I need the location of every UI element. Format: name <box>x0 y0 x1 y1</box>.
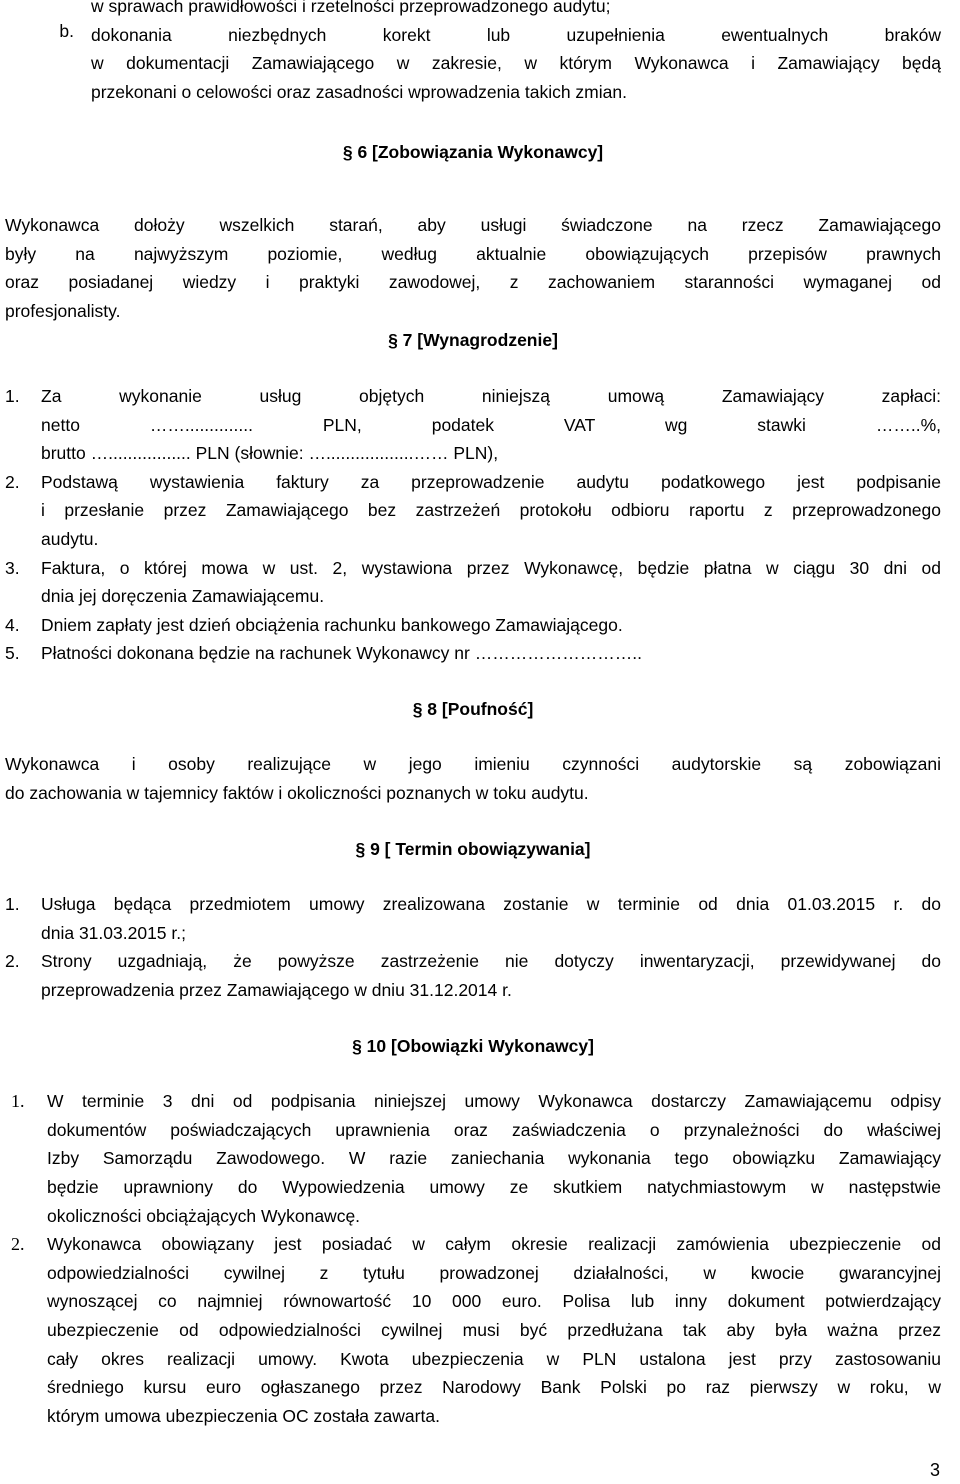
text-line: będzie uprawniony do Wypowiedzenia umowy ze skutkiem natychmiastowym w następstwie <box>47 1177 941 1197</box>
list-number <box>5 0 91 21</box>
list-text <box>91 21 941 107</box>
text-line: Podstawą wystawienia faktury za przeprowadzenie audytu podatkowego jest podpisanie <box>41 471 941 492</box>
top-list <box>5 0 941 106</box>
document-page <box>5 0 941 1430</box>
text-line: dnia jej doręczenia Zamawiającemu. <box>41 586 325 607</box>
list-number: 3. <box>5 557 20 578</box>
text-line: audytu. <box>41 528 99 549</box>
list-item <box>5 947 941 1004</box>
text-line: W terminie 3 dni od podpisania niniejszej umowy Wykonawca dostarczy Zamawiającemu odpisy <box>47 1091 941 1112</box>
list-item <box>5 611 941 640</box>
section-7-list <box>5 382 941 668</box>
list-item <box>5 382 941 468</box>
list-item <box>5 21 941 107</box>
list-item <box>5 0 941 21</box>
page-number: 3 <box>929 1460 940 1480</box>
list-text <box>91 0 941 21</box>
text-line: dokumentów poświadczających uprawnienia oraz zaświadczenia o przynależności do właściwej <box>47 1119 941 1140</box>
section-heading-6: § 6 [Zobowiązania Wykonawcy] <box>342 142 604 163</box>
list-number: 1. <box>5 894 20 915</box>
text-line: Za wykonanie usług objętych niniejszą umową Zamawiający zapłaci: <box>41 385 941 406</box>
list-number: 5. <box>5 643 20 664</box>
text-line: były na najwyższym poziomie, według aktualnie obowiązujących przepisów prawnych <box>5 243 941 264</box>
section-9-list <box>5 890 941 1004</box>
text-line: dnia 31.03.2015 r.; <box>41 922 186 943</box>
text-line: Dniem zapłaty jest dzień obciążenia rachunku bankowego Zamawiającego. <box>41 614 623 635</box>
text-line: przeprowadzenia przez Zamawiającego w dniu 31.12.2014 r. <box>41 980 512 1001</box>
list-item <box>5 890 941 947</box>
list-text <box>47 1087 941 1230</box>
text-line: Strony uzgadniają, że powyższe zastrzeżenie nie dotyczy inwentaryzacji, przewidywanej do <box>41 951 941 972</box>
list-text <box>41 890 941 947</box>
text-line: profesjonalisty. <box>5 300 121 321</box>
text-line: i przesłanie przez Zamawiającego bez zastrzeżeń protokołu odbioru raportu z przeprowadzonego <box>41 500 941 521</box>
list-item <box>5 639 941 668</box>
text-line: dokonania niezbędnych korekt lub uzupełnienia ewentualnych braków <box>91 24 941 45</box>
text-line: Wykonawca dołoży wszelkich starań, aby usługi świadczone na rzecz Zamawiającego <box>5 214 941 235</box>
text-line: przekonani o celowości oraz zasadności wprowadzenia takich zmian. <box>91 81 627 102</box>
list-item <box>5 1230 941 1430</box>
section-8-paragraph <box>5 750 941 807</box>
list-number: b. <box>59 20 74 41</box>
text-line: Wykonawca obowiązany jest posiadać w całym okresie realizacji zamówienia ubezpieczenie od <box>47 1234 941 1255</box>
text-line: odpowiedzialności cywilnej z tytułu prowadzonej działalności, w kwocie gwarancyjnej <box>47 1262 941 1283</box>
list-text <box>41 468 941 554</box>
list-item <box>5 554 941 611</box>
text-line: Faktura, o której mowa w ust. 2, wystawiona przez Wykonawcę, będzie płatna w ciągu 30 dni od <box>41 557 941 578</box>
text-line: okoliczności obciążających Wykonawcę. <box>47 1205 361 1226</box>
section-heading-7: § 7 [Wynagrodzenie] <box>388 330 558 351</box>
section-10-list <box>5 1087 941 1430</box>
text-line: średniego kursu euro ogłaszanego przez Narodowy Bank Polski po raz pierwszy w roku, w <box>47 1377 941 1398</box>
text-line: ubezpieczenie od odpowiedzialności cywilnej musi być przedłużana tak aby była ważna przez <box>47 1319 941 1340</box>
text-line: którym umowa ubezpieczenia OC została zawarta. <box>47 1405 440 1426</box>
text-line: netto …….............. PLN, podatek VAT wg stawki ……..%, <box>41 414 941 435</box>
text-line: cały okres realizacji umowy. Kwota ubezpieczenia w PLN ustalona jest przy zastosowaniu <box>47 1348 941 1369</box>
list-number: 1. <box>5 385 20 406</box>
list-number: 2. <box>11 1234 25 1255</box>
list-text <box>41 611 941 640</box>
text-line: Usługa będąca przedmiotem umowy zrealizowana zostanie w terminie od dnia 01.03.2015 r. do <box>41 894 941 915</box>
text-line: wynoszącej co najmniej równowartość 10 000 euro. Polisa lub inny dokument potwierdzający <box>47 1291 941 1312</box>
text-line: w dokumentacji Zamawiającego w zakresie, w którym Wykonawca i Zamawiający będą <box>91 53 941 74</box>
list-text <box>41 947 941 1004</box>
section-heading-9: § 9 [ Termin obowiązywania] <box>355 838 591 859</box>
list-item <box>5 468 941 554</box>
list-item <box>5 1087 941 1230</box>
list-text <box>47 1230 941 1430</box>
section-heading-10: § 10 [Obowiązki Wykonawcy] <box>352 1035 594 1056</box>
text-line: brutto …................. PLN (słownie: …..................…… PLN), <box>41 443 499 464</box>
text-line: Wykonawca i osoby realizujące w jego imieniu czynności audytorskie są zobowiązani <box>5 754 941 775</box>
list-number: 4. <box>5 614 20 635</box>
list-number: 2. <box>5 471 20 492</box>
list-number: 2. <box>5 951 20 972</box>
text-line: do zachowania w tajemnicy faktów i okoliczności poznanych w toku audytu. <box>5 783 589 804</box>
text-line: w sprawach prawidłowości i rzetelności przeprowadzonego audytu; <box>91 0 611 16</box>
section-heading-8: § 8 [Poufność] <box>412 698 534 719</box>
list-text <box>41 639 941 668</box>
text-line: Izby Samorządu Zawodowego. W razie zaniechania wykonania tego obowiązku Zamawiający <box>47 1148 941 1169</box>
list-number: 1. <box>11 1091 25 1112</box>
list-text <box>41 382 941 468</box>
text-line: oraz posiadanej wiedzy i praktyki zawodowej, z zachowaniem staranności wymaganej od <box>5 272 941 293</box>
text-line: Płatności dokonana będzie na rachunek Wykonawcy nr ……………………….. <box>41 643 642 664</box>
list-text <box>41 554 941 611</box>
section-6-paragraph <box>5 211 941 325</box>
